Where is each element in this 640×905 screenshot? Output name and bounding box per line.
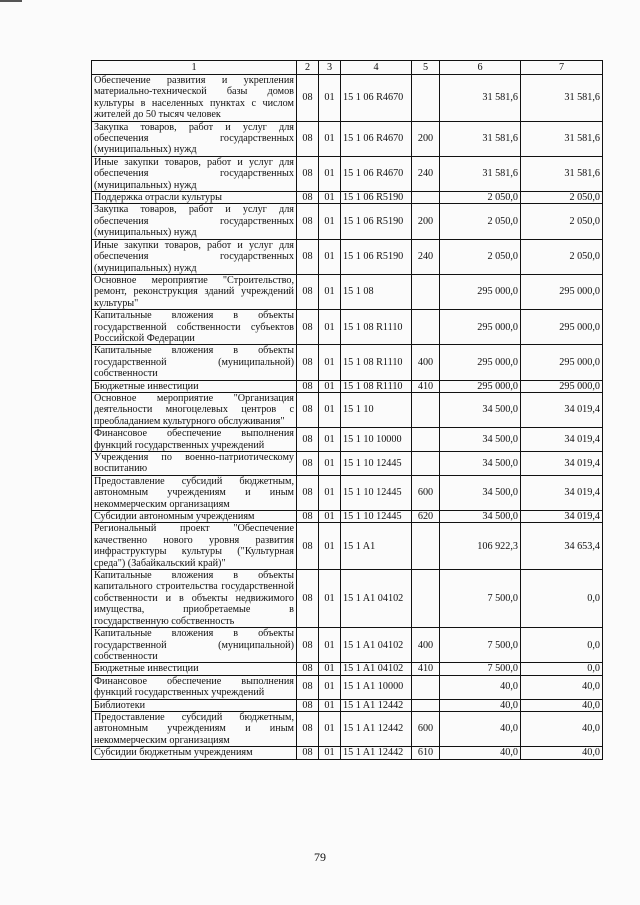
item-name-cell: Основное мероприятие "Организация деятельности многоцелевых центров с преобладанием культурного обслуживания" [92, 392, 297, 427]
target-article-cell: 15 1 10 10000 [341, 428, 412, 452]
section-code-cell: 08 [297, 156, 319, 191]
column-header-1: 1 [92, 61, 297, 75]
expense-type-cell: 600 [412, 711, 440, 746]
section-code-cell: 08 [297, 239, 319, 274]
expense-type-cell [412, 392, 440, 427]
table-row [92, 392, 603, 427]
table-row [92, 663, 603, 675]
target-article-cell: 15 1 A1 12442 [341, 699, 412, 711]
section-code-cell: 08 [297, 452, 319, 476]
section-code-cell: 08 [297, 747, 319, 759]
table-row [92, 345, 603, 380]
amount-col6-cell: 40,0 [440, 711, 521, 746]
item-name-cell: Библиотеки [92, 699, 297, 711]
target-article-cell: 15 1 10 [341, 392, 412, 427]
amount-col7-cell: 34 019,4 [521, 392, 603, 427]
item-name-cell: Субсидии бюджетным учреждениям [92, 747, 297, 759]
amount-col6-cell: 106 922,3 [440, 523, 521, 570]
subsection-code-cell: 01 [319, 628, 341, 663]
table-row [92, 452, 603, 476]
expense-type-cell: 400 [412, 345, 440, 380]
section-code-cell: 08 [297, 675, 319, 699]
table-row [92, 274, 603, 309]
item-name-cell: Бюджетные инвестиции [92, 380, 297, 392]
amount-col7-cell: 34 019,4 [521, 511, 603, 523]
column-header-5: 5 [412, 61, 440, 75]
expense-type-cell: 400 [412, 628, 440, 663]
item-name-cell: Закупка товаров, работ и услуг для обеспечения государственных (муниципальных) нужд [92, 204, 297, 239]
item-name-cell: Предоставление субсидий бюджетным, автономным учреждениям и иным некоммерческим организациям [92, 711, 297, 746]
table-row [92, 628, 603, 663]
table-row [92, 380, 603, 392]
subsection-code-cell: 01 [319, 274, 341, 309]
subsection-code-cell: 01 [319, 523, 341, 570]
section-code-cell: 08 [297, 663, 319, 675]
amount-col7-cell: 2 050,0 [521, 239, 603, 274]
amount-col6-cell: 34 500,0 [440, 475, 521, 510]
amount-col7-cell: 2 050,0 [521, 204, 603, 239]
expense-type-cell: 240 [412, 239, 440, 274]
subsection-code-cell: 01 [319, 475, 341, 510]
column-header-6: 6 [440, 61, 521, 75]
section-code-cell: 08 [297, 274, 319, 309]
page-number: 79 [314, 850, 326, 864]
expense-type-cell: 600 [412, 475, 440, 510]
subsection-code-cell: 01 [319, 452, 341, 476]
expense-type-cell [412, 699, 440, 711]
section-code-cell: 08 [297, 475, 319, 510]
amount-col6-cell: 7 500,0 [440, 663, 521, 675]
section-code-cell: 08 [297, 192, 319, 204]
target-article-cell: 15 1 08 R1110 [341, 310, 412, 345]
amount-col6-cell: 295 000,0 [440, 380, 521, 392]
target-article-cell: 15 1 06 R5190 [341, 239, 412, 274]
amount-col7-cell: 34 019,4 [521, 452, 603, 476]
section-code-cell: 08 [297, 428, 319, 452]
item-name-cell: Поддержка отрасли культуры [92, 192, 297, 204]
amount-col6-cell: 31 581,6 [440, 121, 521, 156]
expense-type-cell: 200 [412, 204, 440, 239]
item-name-cell: Субсидии автономным учреждениям [92, 511, 297, 523]
budget-table [91, 60, 603, 760]
expense-type-cell: 240 [412, 156, 440, 191]
subsection-code-cell: 01 [319, 392, 341, 427]
table-row [92, 511, 603, 523]
section-code-cell: 08 [297, 392, 319, 427]
table-row [92, 711, 603, 746]
section-code-cell: 08 [297, 75, 319, 122]
table-row [92, 75, 603, 122]
expense-type-cell: 410 [412, 380, 440, 392]
amount-col6-cell: 34 500,0 [440, 392, 521, 427]
table-row [92, 310, 603, 345]
target-article-cell: 15 1 06 R5190 [341, 192, 412, 204]
target-article-cell: 15 1 06 R4670 [341, 121, 412, 156]
subsection-code-cell: 01 [319, 310, 341, 345]
expense-type-cell: 610 [412, 747, 440, 759]
item-name-cell: Основное мероприятие "Строительство, ремонт, реконструкция зданий учреждений культуры" [92, 274, 297, 309]
amount-col7-cell: 295 000,0 [521, 274, 603, 309]
amount-col6-cell: 31 581,6 [440, 75, 521, 122]
subsection-code-cell: 01 [319, 75, 341, 122]
item-name-cell: Закупка товаров, работ и услуг для обеспечения государственных (муниципальных) нужд [92, 121, 297, 156]
subsection-code-cell: 01 [319, 747, 341, 759]
amount-col6-cell: 34 500,0 [440, 452, 521, 476]
expense-type-cell [412, 675, 440, 699]
expense-type-cell: 410 [412, 663, 440, 675]
subsection-code-cell: 01 [319, 156, 341, 191]
column-header-3: 3 [319, 61, 341, 75]
table-row [92, 428, 603, 452]
item-name-cell: Бюджетные инвестиции [92, 663, 297, 675]
target-article-cell: 15 1 08 [341, 274, 412, 309]
amount-col7-cell: 31 581,6 [521, 121, 603, 156]
item-name-cell: Региональный проект "Обеспечение качественно нового уровня развития инфраструктуры культуры ("Культурная среда") (Забайкальский край)" [92, 523, 297, 570]
target-article-cell: 15 1 06 R4670 [341, 75, 412, 122]
table-row [92, 699, 603, 711]
table-row [92, 121, 603, 156]
table-row [92, 675, 603, 699]
item-name-cell: Финансовое обеспечение выполнения функций государственных учреждений [92, 428, 297, 452]
amount-col7-cell: 40,0 [521, 747, 603, 759]
target-article-cell: 15 1 A1 12442 [341, 711, 412, 746]
section-code-cell: 08 [297, 523, 319, 570]
amount-col6-cell: 40,0 [440, 747, 521, 759]
amount-col7-cell: 40,0 [521, 675, 603, 699]
item-name-cell: Капитальные вложения в объекты государственной (муниципальной) собственности [92, 628, 297, 663]
subsection-code-cell: 01 [319, 239, 341, 274]
section-code-cell: 08 [297, 310, 319, 345]
amount-col7-cell: 34 653,4 [521, 523, 603, 570]
amount-col7-cell: 40,0 [521, 699, 603, 711]
section-code-cell: 08 [297, 711, 319, 746]
amount-col7-cell: 31 581,6 [521, 156, 603, 191]
amount-col7-cell: 295 000,0 [521, 345, 603, 380]
expense-type-cell [412, 75, 440, 122]
table-row [92, 192, 603, 204]
section-code-cell: 08 [297, 570, 319, 628]
target-article-cell: 15 1 10 12445 [341, 475, 412, 510]
amount-col6-cell: 7 500,0 [440, 570, 521, 628]
amount-col7-cell: 0,0 [521, 570, 603, 628]
amount-col6-cell: 2 050,0 [440, 192, 521, 204]
expense-type-cell [412, 570, 440, 628]
target-article-cell: 15 1 A1 04102 [341, 628, 412, 663]
subsection-code-cell: 01 [319, 570, 341, 628]
expense-type-cell: 200 [412, 121, 440, 156]
section-code-cell: 08 [297, 204, 319, 239]
subsection-code-cell: 01 [319, 711, 341, 746]
amount-col7-cell: 31 581,6 [521, 75, 603, 122]
section-code-cell: 08 [297, 345, 319, 380]
amount-col7-cell: 40,0 [521, 711, 603, 746]
expense-type-cell [412, 452, 440, 476]
expense-type-cell [412, 428, 440, 452]
amount-col7-cell: 0,0 [521, 663, 603, 675]
amount-col6-cell: 295 000,0 [440, 310, 521, 345]
subsection-code-cell: 01 [319, 663, 341, 675]
item-name-cell: Финансовое обеспечение выполнения функций государственных учреждений [92, 675, 297, 699]
subsection-code-cell: 01 [319, 699, 341, 711]
target-article-cell: 15 1 10 12445 [341, 511, 412, 523]
amount-col6-cell: 34 500,0 [440, 428, 521, 452]
item-name-cell: Капитальные вложения в объекты государственной собственности субъектов Российской Федерации [92, 310, 297, 345]
subsection-code-cell: 01 [319, 428, 341, 452]
amount-col6-cell: 40,0 [440, 675, 521, 699]
amount-col7-cell: 2 050,0 [521, 192, 603, 204]
amount-col6-cell: 34 500,0 [440, 511, 521, 523]
subsection-code-cell: 01 [319, 345, 341, 380]
column-header-4: 4 [341, 61, 412, 75]
expense-type-cell [412, 523, 440, 570]
subsection-code-cell: 01 [319, 204, 341, 239]
target-article-cell: 15 1 10 12445 [341, 452, 412, 476]
section-code-cell: 08 [297, 380, 319, 392]
subsection-code-cell: 01 [319, 675, 341, 699]
expense-type-cell [412, 192, 440, 204]
expense-type-cell: 620 [412, 511, 440, 523]
target-article-cell: 15 1 06 R4670 [341, 156, 412, 191]
subsection-code-cell: 01 [319, 192, 341, 204]
subsection-code-cell: 01 [319, 121, 341, 156]
item-name-cell: Капитальные вложения в объекты капитального строительства государственной собственности и в объекты недвижимого имущества, приобретаемые в государственную собственность [92, 570, 297, 628]
expense-type-cell [412, 274, 440, 309]
amount-col7-cell: 34 019,4 [521, 428, 603, 452]
amount-col7-cell: 295 000,0 [521, 380, 603, 392]
table-row [92, 475, 603, 510]
item-name-cell: Иные закупки товаров, работ и услуг для обеспечения государственных (муниципальных) нужд [92, 156, 297, 191]
target-article-cell: 15 1 08 R1110 [341, 380, 412, 392]
item-name-cell: Обеспечение развития и укрепления материально-технической базы домов культуры в населенных пунктах с числом жителей до 50 тысяч человек [92, 75, 297, 122]
section-code-cell: 08 [297, 628, 319, 663]
table-row [92, 523, 603, 570]
item-name-cell: Учреждения по военно-патриотическому воспитанию [92, 452, 297, 476]
target-article-cell: 15 1 08 R1110 [341, 345, 412, 380]
column-header-2: 2 [297, 61, 319, 75]
table-row [92, 747, 603, 759]
target-article-cell: 15 1 A1 [341, 523, 412, 570]
amount-col6-cell: 295 000,0 [440, 274, 521, 309]
table-body [92, 75, 603, 760]
expense-type-cell [412, 310, 440, 345]
amount-col6-cell: 40,0 [440, 699, 521, 711]
table-row [92, 570, 603, 628]
amount-col6-cell: 7 500,0 [440, 628, 521, 663]
amount-col6-cell: 295 000,0 [440, 345, 521, 380]
amount-col7-cell: 295 000,0 [521, 310, 603, 345]
table-row [92, 239, 603, 274]
item-name-cell: Капитальные вложения в объекты государственной (муниципальной) собственности [92, 345, 297, 380]
amount-col6-cell: 31 581,6 [440, 156, 521, 191]
target-article-cell: 15 1 06 R5190 [341, 204, 412, 239]
section-code-cell: 08 [297, 699, 319, 711]
table-row [92, 204, 603, 239]
target-article-cell: 15 1 A1 12442 [341, 747, 412, 759]
amount-col6-cell: 2 050,0 [440, 239, 521, 274]
subsection-code-cell: 01 [319, 511, 341, 523]
amount-col7-cell: 34 019,4 [521, 475, 603, 510]
table-row [92, 156, 603, 191]
amount-col6-cell: 2 050,0 [440, 204, 521, 239]
target-article-cell: 15 1 A1 04102 [341, 570, 412, 628]
column-header-7: 7 [521, 61, 603, 75]
target-article-cell: 15 1 A1 04102 [341, 663, 412, 675]
header-row [92, 61, 603, 75]
section-code-cell: 08 [297, 121, 319, 156]
section-code-cell: 08 [297, 511, 319, 523]
subsection-code-cell: 01 [319, 380, 341, 392]
item-name-cell: Предоставление субсидий бюджетным, автономным учреждениям и иным некоммерческим организациям [92, 475, 297, 510]
amount-col7-cell: 0,0 [521, 628, 603, 663]
item-name-cell: Иные закупки товаров, работ и услуг для обеспечения государственных (муниципальных) нужд [92, 239, 297, 274]
target-article-cell: 15 1 A1 10000 [341, 675, 412, 699]
scan-mark [0, 0, 22, 2]
